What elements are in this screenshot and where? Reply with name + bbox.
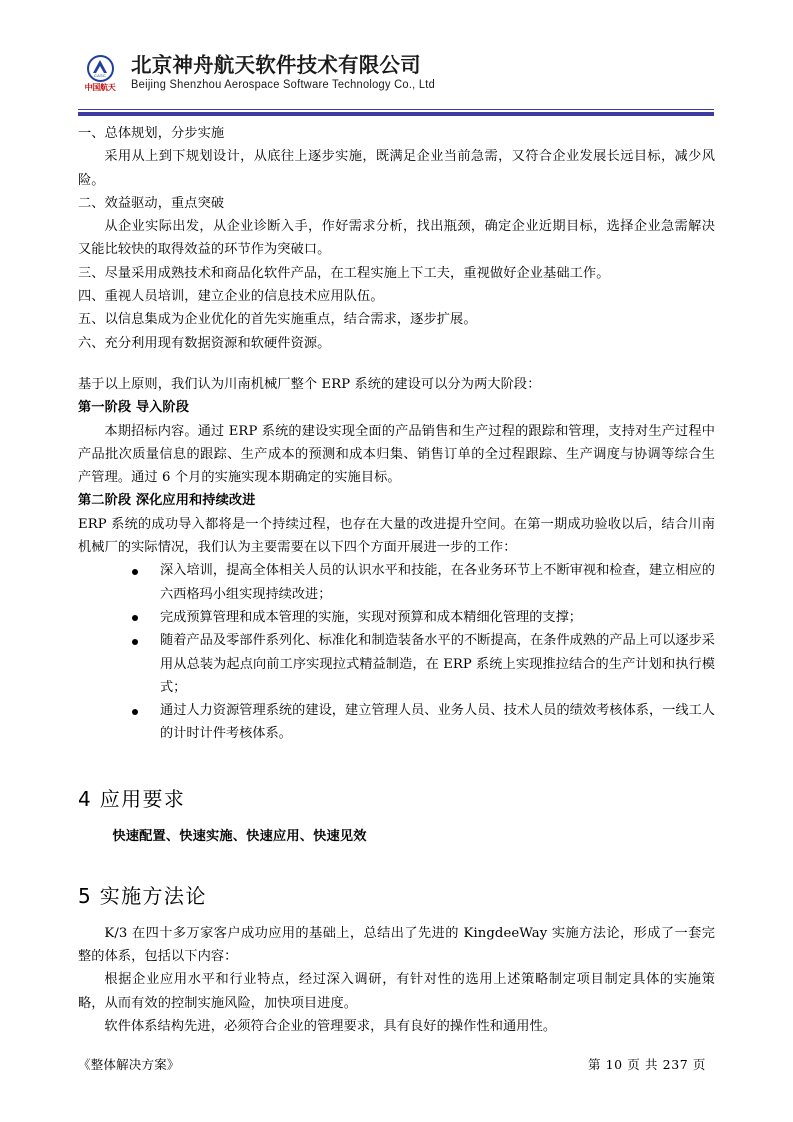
section-5-heading-wrap <box>78 881 715 911</box>
principle-5: 五、以信息集成为企业优化的首先实施重点，结合需求，逐步扩展。 <box>78 312 477 328</box>
bullet-dot-icon <box>132 709 138 715</box>
section-5-title: 实施方法论 <box>99 883 207 908</box>
list-item-text: 完成预算管理和成本管理的实施，实现对预算和成本精细化管理的支撑； <box>160 609 582 625</box>
company-logo <box>78 55 122 93</box>
section-4-title: 应用要求 <box>99 786 186 811</box>
section-5-spacer <box>78 911 715 922</box>
header-divider-thick-line <box>78 112 714 116</box>
company-name-block <box>131 52 448 93</box>
principle-1-title: 一、总体规划，分步实施 <box>78 126 225 141</box>
list-item <box>78 559 715 606</box>
document-header <box>78 52 714 93</box>
phase-1-text: 本期招标内容。通过 ERP 系统的建设实现全面的产品销售和生产过程的跟踪和管理，支持对生产过程中产品批次质量信息的跟踪、生产成本的预测和成本归集、销售订单的全过程跟踪、生产调度与协调等综合生产管理。通过 6 个月的实施实现本期确定的实施目标。 <box>78 423 715 486</box>
company-name-cn: 北京神舟航天软件技术有限公司 <box>131 53 421 77</box>
header-row <box>78 52 714 93</box>
list-item <box>78 606 715 629</box>
phase-1-title: 第一阶段 导入阶段 <box>78 400 189 416</box>
phase-2-text: ERP 系统的成功导入都将是一个持续过程，也存在大量的改进提升空间。在第一期成功验收以后，结合川南机械厂的实际情况，我们认为主要需要在以下四个方面开展进一步的工作： <box>78 516 715 556</box>
bullet-dot-icon <box>132 615 138 621</box>
logo-cn-mark: 中国航天 <box>84 83 116 92</box>
section-4-spacer <box>78 814 715 825</box>
list-item-text: 随着产品及零部件系列化、标准化和制造装备水平的不断提高，在条件成熟的产品上可以逐步采用从总装为起点向前工序实现拉式精益制造，在 ERP 系统上实现推拉结合的生产计划和执行模式； <box>160 633 715 695</box>
section-4-heading <box>78 784 715 814</box>
bullet-dot-icon <box>132 639 138 645</box>
bullet-dot-icon <box>132 569 138 575</box>
section-4-number: 4 <box>78 786 91 811</box>
casc-emblem-icon <box>87 55 114 82</box>
principle-4: 四、重视人员培训，建立企业的信息技术应用队伍。 <box>78 289 384 305</box>
principle-3: 三、尽量采用成熟技术和商品化软件产品，在工程实施上下工夫，重视做好企业基础工作。 <box>78 265 610 281</box>
emblem-arrow-inner-shape <box>96 66 104 73</box>
list-item-text: 深入培训，提高全体相关人员的认识水平和技能，在各业务环节上不断审视和检查，建立相应的六西格玛小组实现持续改进； <box>160 563 715 602</box>
company-name-en: Beijing Shenzhou Aerospace Software Technology Co., Ltd <box>131 79 436 91</box>
list-item <box>78 699 715 746</box>
paragraph-spacer <box>78 355 715 373</box>
section-5-paragraph-1: K/3 在四十多万家客户成功应用的基础上，总结出了先进的 KingdeeWay 实施方法论，形成了一套完整的体系，包括以下内容： <box>78 925 715 965</box>
section-5-heading <box>78 881 715 911</box>
phase-2-bullet-list <box>78 559 715 745</box>
section-5-paragraph-3: 软件体系结构先进，必须符合企业的管理要求，具有良好的操作性和通用性。 <box>104 1018 557 1034</box>
two-phase-intro: 基于以上原则，我们认为川南机械厂整个 ERP 系统的建设可以分为两大阶段： <box>78 376 541 392</box>
principle-2-title: 二、效益驱动，重点突破 <box>78 195 225 211</box>
document-body <box>78 122 715 1038</box>
section-4-heading-wrap <box>78 784 715 814</box>
footer-page-number: 第 10 页 共 237 页 <box>587 1057 706 1072</box>
list-item-text: 通过人力资源管理系统的建设，建立管理人员、业务人员、技术人员的绩效考核体系，一线工人的计时计件考核体系。 <box>160 703 715 742</box>
emblem-label: CASC <box>94 73 106 78</box>
header-divider <box>78 109 714 116</box>
document-footer <box>78 1056 714 1074</box>
section-5-paragraph-2: 根据企业应用水平和行业特点，经过深入调研，有针对性的选用上述策略制定项目制定具体的实施策略，从而有效的控制实施风险，加快项目进度。 <box>78 972 715 1011</box>
phase-2-title: 第二阶段 深化应用和持续改进 <box>78 493 256 509</box>
principle-1-text: 采用从上到下规划设计，从底往上逐步实施，既满足企业当前急需，又符合企业发展长远目标，减少风险。 <box>78 149 715 188</box>
principle-2-text: 从企业实际出发，从企业诊断入手，作好需求分析，找出瓶颈，确定企业近期目标，选择企业急需解决又能比较快的取得效益的环节作为突破口。 <box>78 219 715 258</box>
header-divider-thin-line <box>78 109 714 110</box>
footer-doc-title: 《整体解决方案》 <box>78 1057 180 1072</box>
principle-6: 六、充分利用现有数据资源和软硬件资源。 <box>78 335 331 351</box>
list-item <box>78 629 715 699</box>
section-5-number: 5 <box>78 883 91 908</box>
section-4-highlight: 快速配置、快速实施、快速应用、快速见效 <box>112 828 367 844</box>
